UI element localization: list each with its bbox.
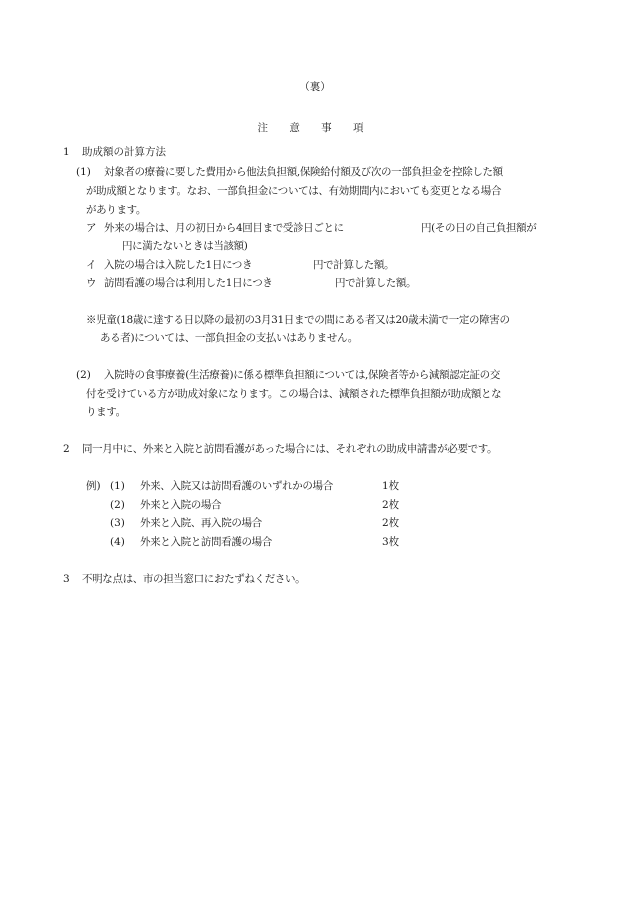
item-u-text: 訪問看護の場合は利用した1日につき <box>104 277 273 289</box>
item-2-label: (2) <box>76 369 91 381</box>
example-label: 例) <box>86 480 101 492</box>
example-num: (3) <box>110 517 125 529</box>
item-2-line-1: 入院時の食事療養(生活療養)に係る標準負担額については,保険者等から減額認定証の交 <box>104 369 500 381</box>
item-i-tail: 円で計算した額。 <box>313 259 395 271</box>
example-num: (2) <box>110 499 125 511</box>
item-a-line-1: 外来の場合は、月の初日から4回目まで受診日ごとに <box>104 222 344 234</box>
item-2-line-3: ります。 <box>86 406 126 418</box>
example-desc: 外来と入院、再入院の場合 <box>140 517 262 529</box>
section-1-heading: 助成額の計算方法 <box>82 146 166 158</box>
item-2-line-2: 付を受けている方が助成対象になります。この場合は、減額された標準負担額が助成額とな <box>86 388 502 400</box>
example-desc: 外来、入院又は訪問看護のいずれかの場合 <box>140 480 333 492</box>
note-line-2: ある者)については、一部負担金の支払いはありません。 <box>100 332 358 344</box>
item-1-line-1: 対象者の療養に要した費用から他法負担額,保険給付額及び次の一部負担金を控除した額 <box>104 166 503 178</box>
example-count: 2枚 <box>382 499 400 511</box>
example-desc: 外来と入院と訪問看護の場合 <box>140 536 272 548</box>
section-2-number: 2 <box>63 443 70 455</box>
example-count: 2枚 <box>382 517 400 529</box>
item-u-label: ウ <box>86 277 97 289</box>
item-1-label: (1) <box>76 166 91 178</box>
item-a-line-2: 円に満たないときは当該額) <box>122 240 248 252</box>
item-1-line-2: が助成額となります。なお、一部負担金については、有効期間内においても変更となる場合 <box>86 185 502 197</box>
example-count: 3枚 <box>382 536 400 548</box>
item-i-label: イ <box>86 259 97 271</box>
item-a-label: ア <box>86 222 97 234</box>
example-count: 1枚 <box>382 480 400 492</box>
section-1-number: 1 <box>63 146 70 158</box>
section-3-number: 3 <box>63 573 70 585</box>
item-a-line-1-tail: 円(その日の自己負担額が <box>421 222 537 234</box>
item-u-tail: 円で計算した額。 <box>335 277 417 289</box>
item-i-text: 入院の場合は入院した1日につき <box>104 259 253 271</box>
side-label: （裏） <box>299 81 331 93</box>
example-num: (1) <box>110 480 125 492</box>
item-1-line-3: があります。 <box>86 204 147 216</box>
note-line-1: ※児童(18歳に達する日以降の最初の3月31日までの間にある者又は20歳未満で一定の障害の <box>86 314 510 326</box>
example-num: (4) <box>110 536 125 548</box>
section-2-text: 同一月中に、外来と入院と訪問看護があった場合には、それぞれの助成申請書が必要です。 <box>82 443 498 455</box>
example-desc: 外来と入院の場合 <box>140 499 222 511</box>
section-3-text: 不明な点は、市の担当窓口におたずねください。 <box>82 573 306 585</box>
page-title: 注 意 事 項 <box>257 122 373 134</box>
